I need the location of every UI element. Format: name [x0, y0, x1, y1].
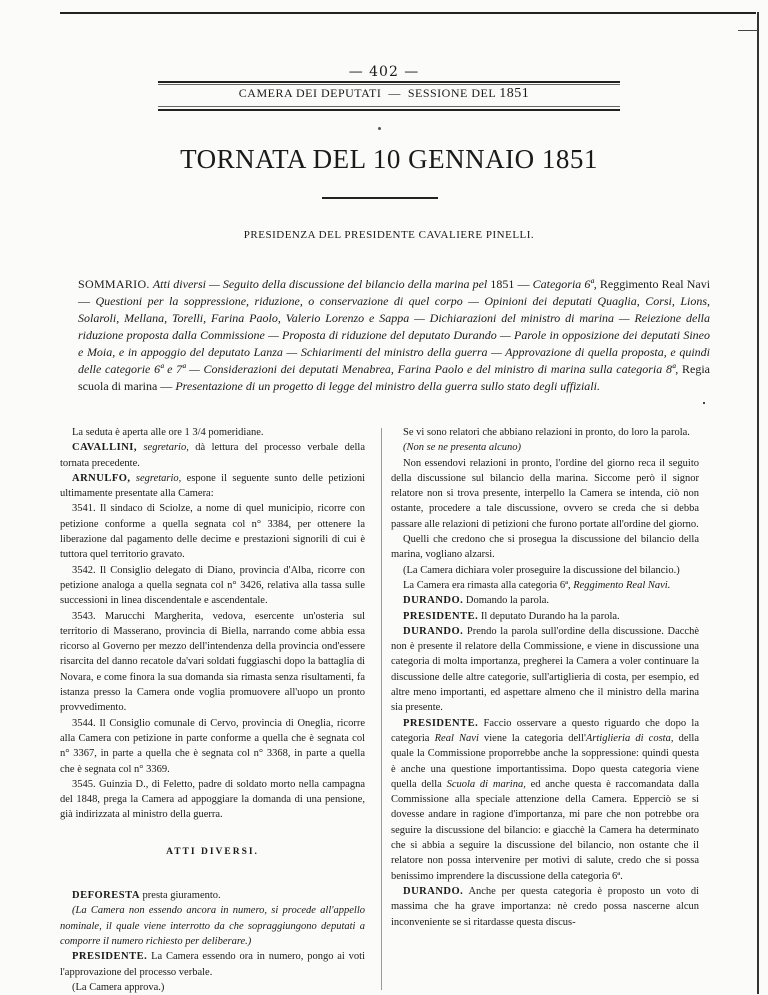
- paragraph-durando-3: [391, 884, 699, 930]
- summary-naval-school: Regia scuola di marina —: [78, 362, 710, 393]
- presidency-line: PRESIDENZA DEL PRESIDENTE CAVALIERE PINELLI.: [243, 229, 535, 241]
- opening-line: La seduta è aperta alle ore 1 3/4 pomeridiane.: [72, 427, 264, 438]
- paragraph-r3: Non essendovi relazioni in pronto, l'ordine del giorno reca il seguito della discussione sul bilancio della marina. Siccome però il signor relatore non si trova presente, interpello la Camera se intenda, ciò non ostante, procedere a tale discussione, ovvero se creda che si debba passare alle relazioni di petizioni che furono portate all'ordine del giorno.: [391, 457, 699, 530]
- paragraph-cavallini: [60, 440, 365, 471]
- role-arnulfo: segretario,: [135, 472, 182, 484]
- header-rule-bottom-thin: [158, 106, 620, 107]
- paragraph-presidente-1: [391, 609, 699, 624]
- petition-3541: 3541. Il sindaco di Sciolze, a nome di quel municipio, ricorre con petizione conforme a quella segnata col n° 3384, per ottenere la liberazione dal pagamento delle decime e prestazioni signorili di cui è tuttora quel territorio gravato.: [60, 503, 365, 561]
- paragraph-presidente-2: [391, 716, 699, 884]
- note-prosegue: (La Camera dichiara voler proseguire la discussione del bilancio.): [403, 564, 680, 576]
- page-title: TORNATA DEL 10 GENNAIO 1851: [180, 144, 598, 174]
- note-nessuno: (Non se ne presenta alcuno): [403, 442, 522, 454]
- petition-3544: 3544. Il Consiglio comunale di Cervo, provincia di Oneglia, ricorre alla Camera con petizione in parte conforme a quella che è segnata col n° 3367, in parte a quella che è segnata col n° 3368, in parte a quella che è segnata col n° 3369.: [60, 717, 365, 775]
- speaker-arnulfo: ARNULFO,: [72, 472, 131, 484]
- text-presidente: La Camera essendo ora in numero, pongo ai voti l'approvazione del processo verbale.: [60, 951, 366, 978]
- paragraph-durando-1: [391, 593, 699, 608]
- text-durando-3: Anche per questa categoria è proposto un voto di massima che ha grave importanza: nè credo possa nascerne alcun inconveniente se si ritardasse questa discus-: [391, 885, 699, 928]
- text-presidente-2e: della quale la Commissione proporrebbe anche la soppressione: quindi questa è anche una questione importantissima. Dopo questa categoria viene quella della: [391, 732, 700, 790]
- speaker-presidente: PRESIDENTE.: [72, 951, 148, 963]
- paragraph-categoria: [391, 578, 699, 593]
- petition-3545: 3545. Guinzia D., di Feletto, padre di soldato morto nella campagna del 1848, prega la Camera ad appoggiare la domanda di una pensione, già indirizzata al ministro della guerra.: [60, 778, 365, 821]
- summary-year: 1851 —: [490, 277, 530, 291]
- text-real-navi: Reggimento Real Navi.: [573, 579, 671, 591]
- speaker-presidente-2: PRESIDENTE.: [403, 717, 479, 729]
- text-presidente-2a: Faccio osservare a questo riguardo che dopo la categoria: [391, 717, 699, 744]
- summary-part-1: Atti diversi — Seguito della discussione del bilancio della marina pel: [152, 277, 488, 291]
- ornament-dot: [378, 127, 381, 130]
- top-edge-rule: [60, 12, 756, 14]
- text-presidente-2c: viene la categoria dell': [484, 732, 586, 744]
- paragraph-durando-2: [391, 624, 699, 716]
- paragraph-r4: Quelli che credono che si prosegua la discussione del bilancio della marina, vogliano alzarsi.: [391, 534, 699, 561]
- paragraph-arnulfo: [60, 471, 365, 502]
- paragraph-presidente: [60, 949, 365, 980]
- paragraph-deforesta: [60, 888, 365, 903]
- header-rule-top: [158, 81, 620, 83]
- speaker-presidente-1: PRESIDENTE.: [403, 610, 479, 622]
- running-head-separator: —: [388, 86, 401, 100]
- paragraph-r1: Se vi sono relatori che abbiano relazioni in pronto, do loro la parola.: [403, 427, 690, 438]
- note-appello: (La Camera non essendo ancora in numero, si procede all'appello nominale, il quale viene interrotto da che sopraggiungono deputati a comporre il numero richiesto per deliberare.): [60, 905, 365, 947]
- petition-3542: 3542. Il Consiglio delegato di Diano, provincia d'Alba, ricorre con petizione analoga a quella segnata col n° 3426, relativa alla tassa sulle successioni in linea discendentale e ascendentale.: [60, 564, 365, 607]
- page-number: — 402 —: [348, 64, 420, 80]
- section-heading: ATTI DIVERSI.: [166, 846, 259, 857]
- text-arnulfo: espone il seguente sunto delle petizioni ultimamente presentate alla Camera:: [60, 472, 366, 500]
- speaker-deforesta: DEFORESTA: [72, 890, 140, 902]
- role-cavallini: segretario,: [143, 442, 189, 454]
- text-deforesta: presta giuramento.: [142, 890, 221, 902]
- speck: [703, 402, 705, 404]
- speaker-cavallini: CAVALLINI,: [72, 442, 138, 454]
- title-rule: [322, 197, 438, 199]
- summary-category: Categoria 6ª,: [532, 277, 597, 291]
- text-durando-2: Prendo la parola sull'ordine della discussione. Dacchè non è presente il relatore della Commissione, e viene in discussione una categoria di molta importanza, pregherei la Camera a voler continuare la discussione delle altre categorie, sull'artiglieria di costa, per esempio, ed altre meno importanti, ed aspettare almeno che il ministro della marina sia presente.: [391, 625, 699, 714]
- summary-label: SOMMARIO.: [78, 277, 150, 291]
- left-column: [60, 425, 365, 995]
- speaker-durando-2: DURANDO.: [403, 625, 464, 637]
- petition-3543: 3543. Marucchi Margherita, vedova, esercente un'osteria sul territorio di Masserano, provincia di Biella, narrando come abbia essa ricorso al Governo per mezzo dell'intendenza della provincia ond'essere risarcita del danno recatole da'vari soldati fuggiaschi dopo la battaglia di Novara, e come finora la sua domanda sia rimasta senza risultamenti, fa istanza presso la Camera onde voglia promuovere all'uopo un pronto provvedimento.: [60, 610, 365, 714]
- header-rule-bottom: [158, 109, 620, 111]
- text-durando-1: Domando la parola.: [465, 595, 550, 607]
- running-head-session: SESSIONE DEL: [407, 86, 496, 100]
- summary: [78, 276, 710, 395]
- text-presidente-1: Il deputato Durando ha la parola.: [480, 610, 620, 622]
- text-presidente-2b: Real Navi: [434, 732, 479, 744]
- speaker-durando-1: DURANDO.: [403, 595, 464, 607]
- summary-part-4: Questioni per la soppressione, riduzione, o conservazione di quel corpo — Opinioni dei deputati Quaglia, Corsi, Lions, Solaroli, Mellana, Torelli, Farina Paolo, Valerio Lorenzo e Sappa — Dichiarazioni del ministro di marina — Reiezione della riduzione proposta dalla Commissione — Proposta di riduzione del deputato Durando — Parole in opposizione dei deputati Sineo e Moia, e in appoggio del deputato Lanza — Schiarimenti del ministro della guerra — Approvazione di quella proposta, e quindi delle categorie 6ª e 7ª — Considerazioni dei deputati Menabrea, Farina Paolo e del ministro di marina sulla categoria 8ª,: [78, 294, 711, 376]
- right-column: [391, 425, 699, 930]
- speaker-durando-3: DURANDO.: [403, 885, 464, 897]
- text-cavallini: dà lettura del processo verbale della tornata precedente.: [60, 442, 366, 469]
- running-head-chamber: CAMERA DEI DEPUTATI: [238, 86, 382, 100]
- running-head: [0, 86, 768, 102]
- column-divider: [381, 428, 382, 990]
- text-presidente-2g: ed anche questa è raccomandata dalla Commissione alla speciale attenzione della Camera. Epperciò se si dovesse andare in ragione d'importanza, mi pare che non potrebbe ora seguire la discussione del bilancio: e giacchè la Camera ha determinato che si abbia a seguire la discussione del bilancio, non ostante che il relatore non possa intervenire per motivi di salute, credo che si possa benissimo imprendere la discussione della categoria 6ª.: [391, 778, 699, 882]
- text-categoria: La Camera era rimasta alla categoria 6ª,: [403, 579, 571, 591]
- edge-hook-mark: [738, 30, 758, 31]
- note-approva: (La Camera approva.): [72, 981, 165, 993]
- summary-part-6: Presentazione di un progetto di legge del ministro della guerra sullo stato degli uffiziali.: [175, 379, 600, 393]
- running-head-year: 1851: [499, 86, 530, 101]
- header-rule-top-thin: [158, 84, 620, 85]
- text-presidente-2f: Scuola di marina,: [446, 778, 526, 790]
- summary-regiment: Reggimento Real Navi —: [78, 277, 711, 308]
- text-presidente-2d: Artiglieria di costa,: [585, 732, 674, 744]
